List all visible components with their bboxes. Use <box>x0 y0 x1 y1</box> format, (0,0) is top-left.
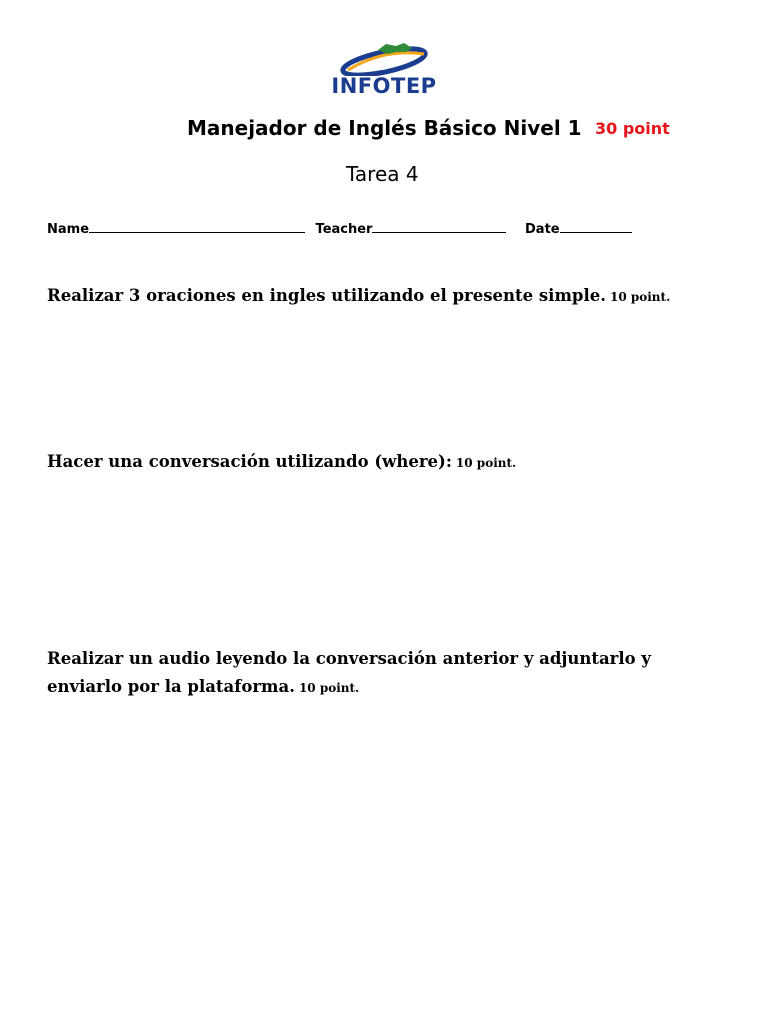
date-label: Date <box>525 222 560 237</box>
name-blank-line <box>89 219 305 233</box>
task-item-3 <box>47 645 727 702</box>
student-info-fields <box>47 219 638 239</box>
task-item-2 <box>47 448 727 477</box>
logo-text: INFOTEP <box>331 74 437 98</box>
task-text: Realizar 3 oraciones en ingles utilizando el presente simple. <box>47 286 606 305</box>
task-points: 10 point. <box>609 290 671 304</box>
teacher-label: Teacher <box>315 222 373 237</box>
infotep-logo <box>326 40 442 102</box>
task-points: 10 point. <box>455 456 517 470</box>
task-text: Realizar un audio leyendo la conversación anterior y adjuntarlo y enviarlo por la plataforma. <box>47 649 651 696</box>
teacher-blank-line <box>372 219 506 233</box>
name-label: Name <box>47 222 90 237</box>
document-title: Manejador de Inglés Básico Nivel 1 <box>187 116 582 140</box>
assignment-subtitle: Tarea 4 <box>346 162 419 186</box>
date-field <box>525 219 632 239</box>
total-points: 30 point <box>595 119 670 138</box>
task-text: Hacer una conversación utilizando (where): <box>47 452 452 471</box>
date-blank-line <box>560 219 632 233</box>
teacher-field <box>316 219 507 239</box>
logo-swoosh-icon <box>326 40 442 76</box>
task-points: 10 point. <box>298 681 360 695</box>
name-field <box>47 219 305 239</box>
task-item-1 <box>47 282 727 311</box>
